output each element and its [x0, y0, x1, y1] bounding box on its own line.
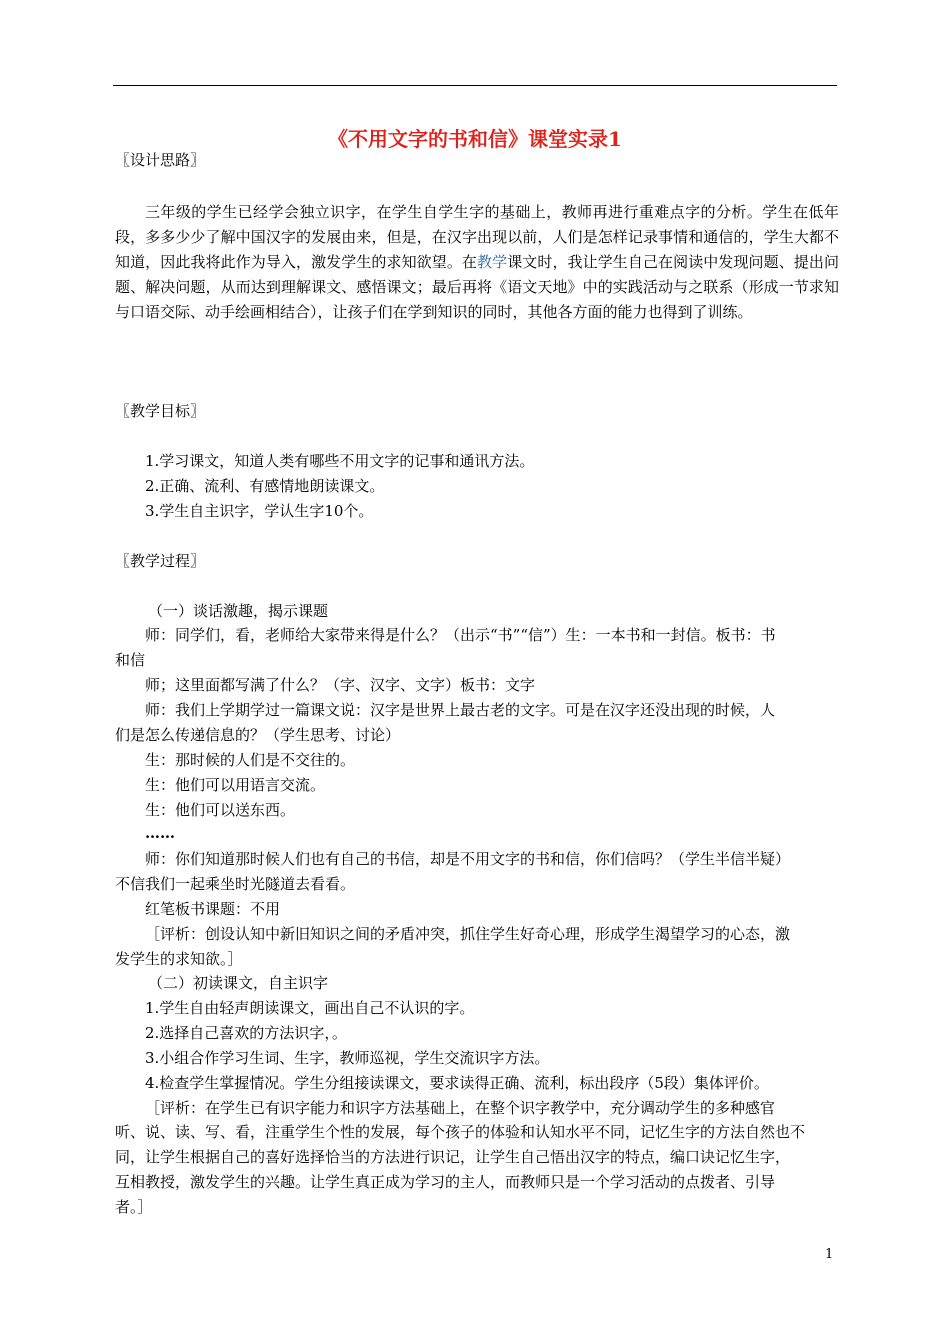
ellipsis: …… — [145, 824, 175, 842]
goals-heading: 〖教学目标〗 — [115, 402, 206, 420]
page-number: 1 — [825, 1247, 834, 1262]
commentary-line: 互相教授，激发学生的兴趣。让学生真正成为学习的主人，而教师只是一个学习活动的点拨者、引导 — [115, 1173, 776, 1191]
design-text-part1: 三年级的学生已经学会独立识字，在学生自学生字的基础上，教师再进行重难点字的分析。学生在低年段，多多少少了解中国汉字的发展由来，但是，在汉字出现以前，人们是怎样记录事情和通信的，学生大都不知道，因此我将此作为导入，激发学生的求知欲望。在 — [115, 203, 839, 271]
dialog-line: 不信我们一起乘坐时光隧道去看看。 — [115, 875, 356, 893]
dialog-line: 红笔板书课题：不用 — [145, 900, 281, 918]
dialog-line: 和信 — [115, 651, 146, 669]
commentary-line: 听、说、读、写、看，注重学生个性的发展，每个孩子的体验和认知水平不同，记忆生字的方法自然也不 — [115, 1123, 806, 1141]
design-text-part2: 课文时，我让学生自己在阅读中发现问题、提出问题、解决问题，从而达到理解课文、感悟课文；最后再将《语文天地》中的实践活动与之联系（形成一节求知与口语交际、动手绘画相结合），让孩子们在学到知识的同时，其他各方面的能力也得到了训练。 — [115, 253, 839, 321]
dialog-line: 生：他们可以送东西。 — [145, 801, 296, 819]
goal-item-3: 3.学生自主识字，学认生字10个。 — [145, 502, 374, 520]
commentary-line: ［评析：创设认知中新旧知识之间的矛盾冲突，抓住学生好奇心理，形成学生渴望学习的心态，激 — [145, 925, 791, 943]
commentary-line: 者。］ — [115, 1198, 153, 1216]
teaching-link[interactable]: 教学 — [477, 253, 508, 271]
header-rule — [113, 85, 837, 86]
commentary-line: ［评析：在学生已有识字能力和识字方法基础上，在整个识字教学中，充分调动学生的多种感官 — [145, 1099, 776, 1117]
dialog-line: 生：他们可以用语言交流。 — [145, 776, 326, 794]
process-heading: 〖教学过程〗 — [115, 552, 206, 570]
dialog-line: 师：我们上学期学过一篇课文说：汉字是世界上最古老的文字。可是在汉字还没出现的时候，人 — [145, 701, 776, 719]
dialog-line: 生：那时候的人们是不交往的。 — [145, 751, 356, 769]
goal-item-2: 2.正确、流利、有感情地朗读课文。 — [145, 477, 385, 495]
step-item: 3.小组合作学习生词、生字，教师巡视，学生交流识字方法。 — [145, 1049, 550, 1067]
page-title: 《不用文字的书和信》课堂实录1 — [328, 127, 622, 151]
dialog-line: 师；这里面都写满了什么？（字、汉字、文字）板书：文字 — [145, 676, 536, 694]
commentary-line: 同，让学生根据自己的喜好选择恰当的方法进行识记，让学生自己悟出汉字的特点，编口诀记忆生字， — [115, 1148, 791, 1166]
step-item: 2.选择自己喜欢的方法识字，。 — [145, 1024, 347, 1042]
dialog-line: 师：你们知道那时候人们也有自己的书信，却是不用文字的书和信，你们信吗？（学生半信半疑） — [145, 850, 791, 868]
step-item: 1.学生自由轻声朗读课文，画出自己不认识的字。 — [145, 999, 475, 1017]
commentary-line: 发学生的求知欲。］ — [115, 950, 243, 968]
dialog-line: 们是怎么传递信息的？（学生思考、讨论） — [115, 726, 401, 744]
design-heading: 〖设计思路〗 — [115, 151, 206, 169]
step-item: 4.检查学生掌握情况。学生分组接读课文，要求读得正确、流利，标出段序（5段）集体评价。 — [145, 1074, 769, 1092]
design-paragraph — [115, 200, 839, 325]
section-2-heading: （二）初读课文，自主识字 — [148, 974, 329, 992]
section-1-heading: （一）谈话激趣，揭示课题 — [148, 602, 329, 620]
dialog-line: 师：同学们，看，老师给大家带来得是什么？（出示“书”“信”）生：一本书和一封信。板书：书 — [145, 626, 776, 644]
goal-item-1: 1.学习课文，知道人类有哪些不用文字的记事和通讯方法。 — [145, 452, 535, 470]
